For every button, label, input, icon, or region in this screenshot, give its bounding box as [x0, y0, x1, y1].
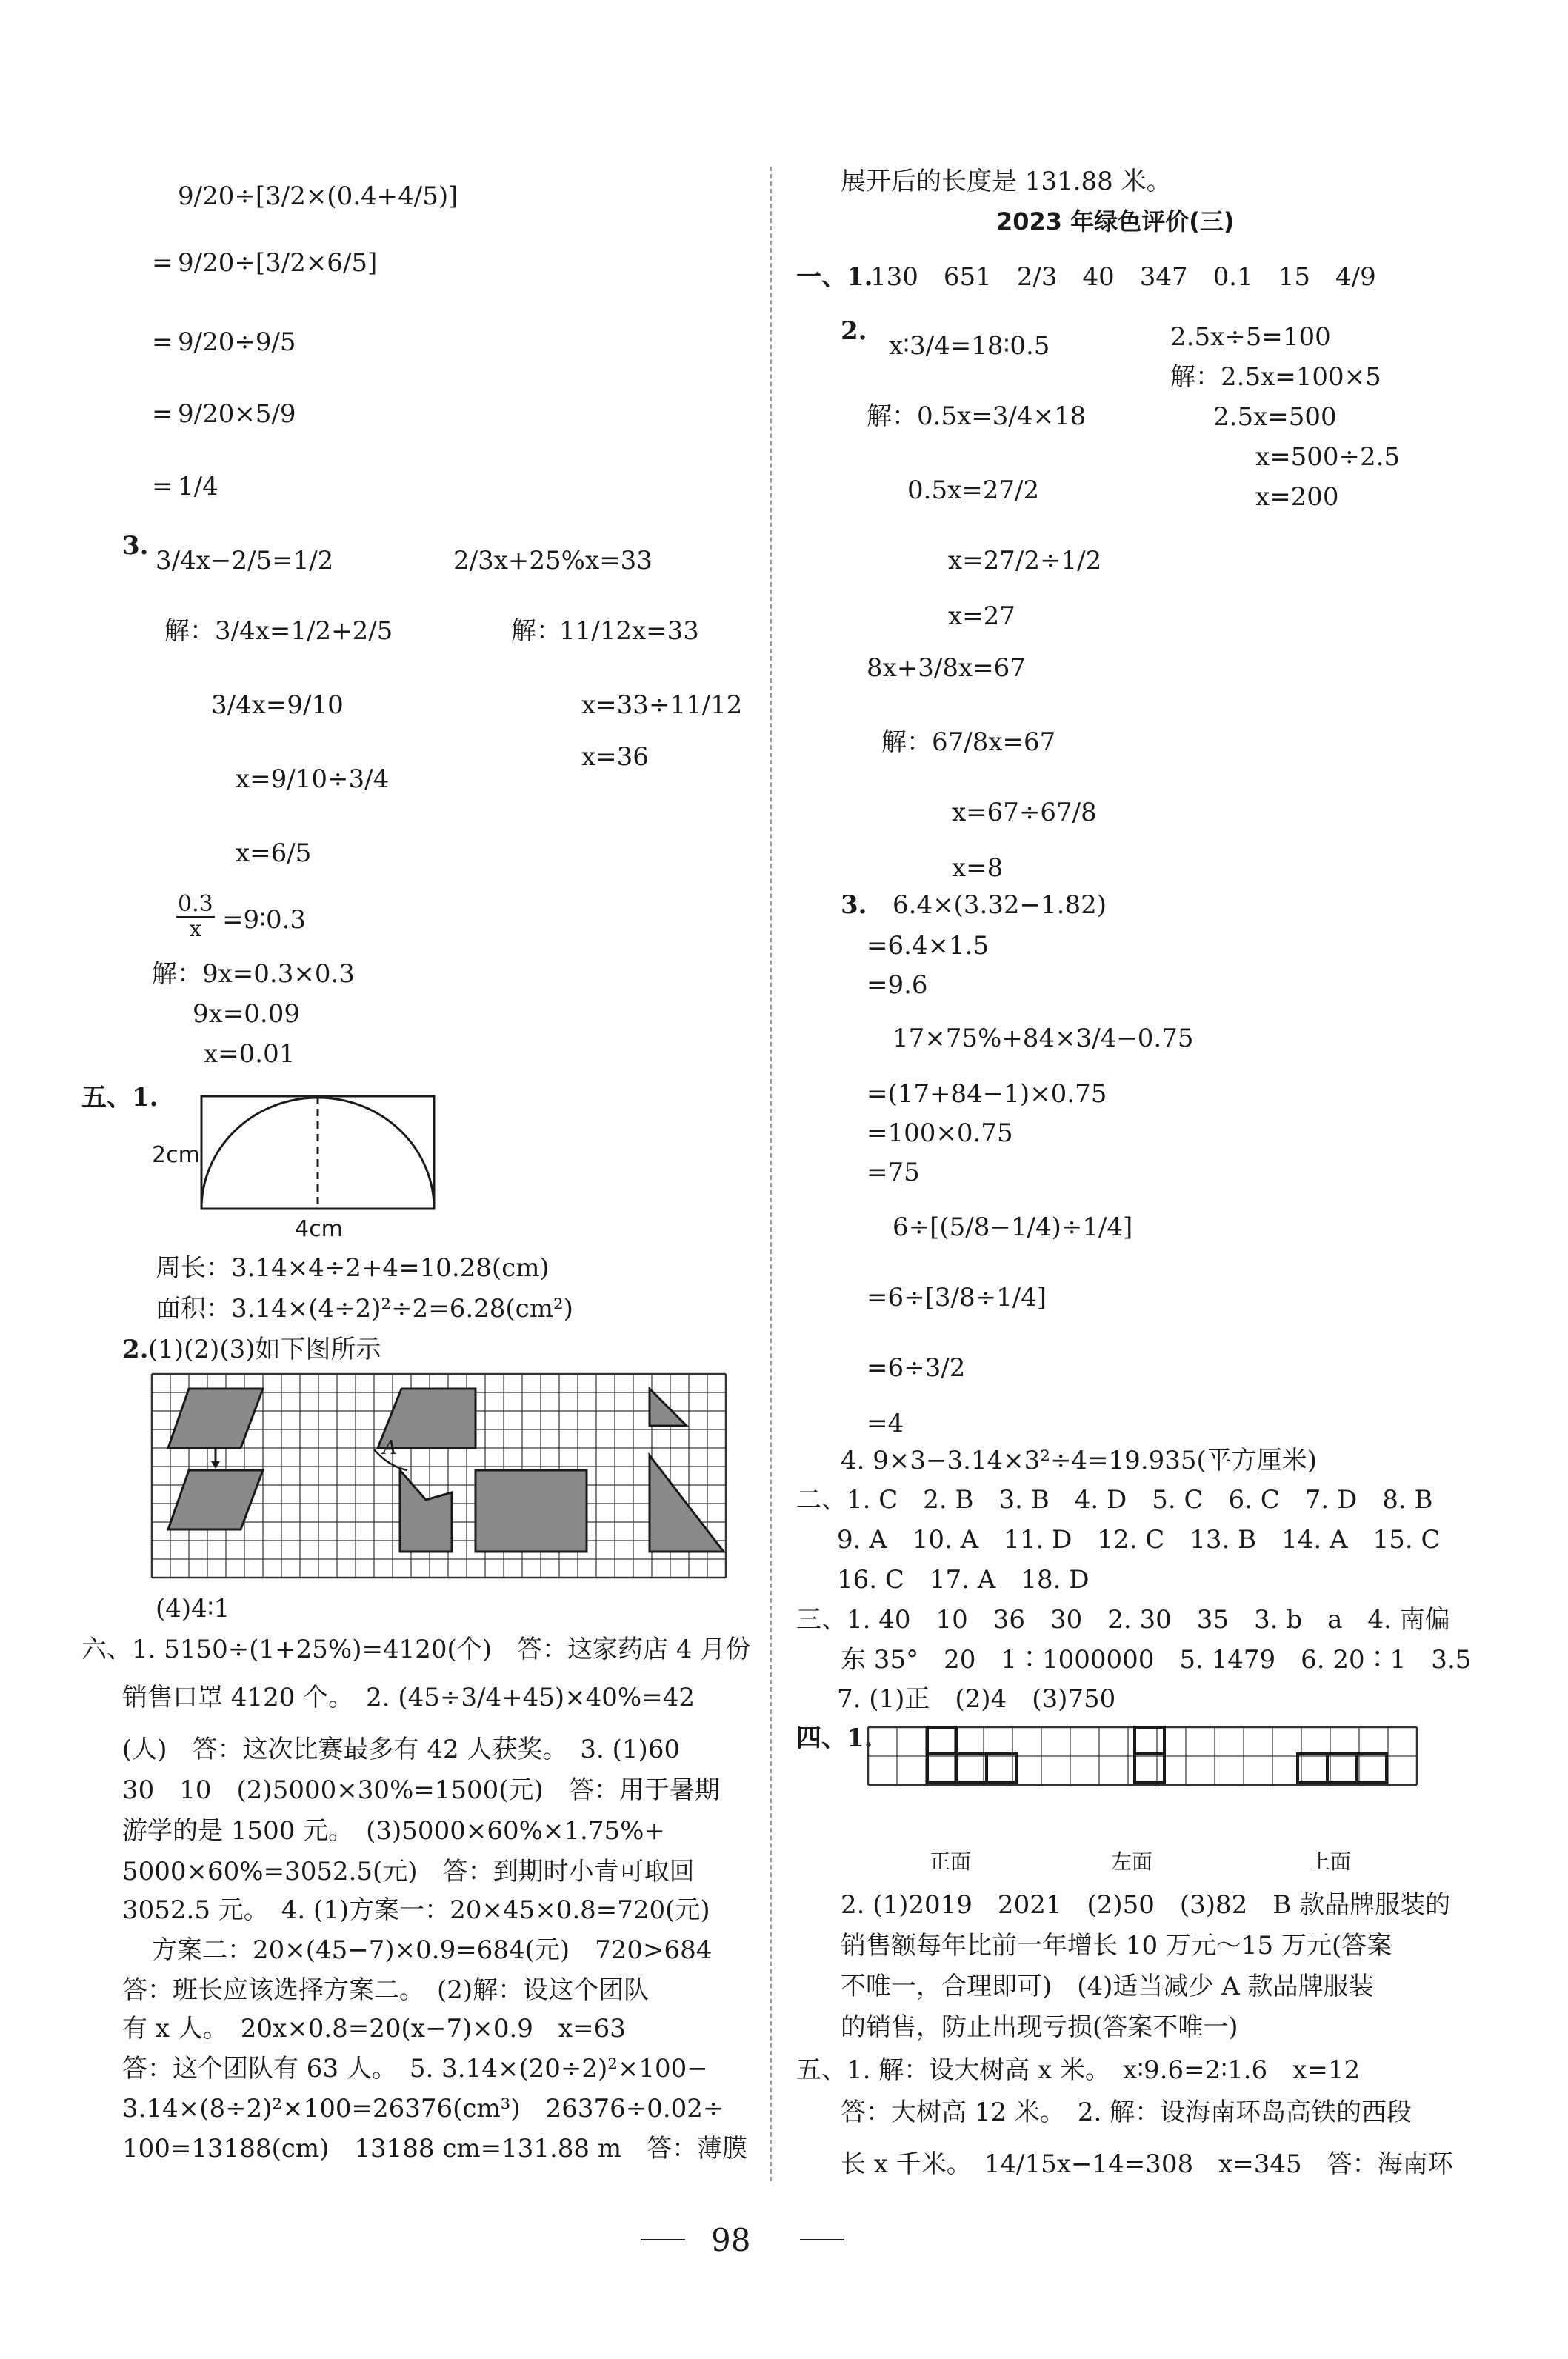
question-number: 2.: [841, 316, 867, 346]
text-line: 长 x 千米。 14/15x−14=308 x=345 答：海南环: [841, 2149, 1453, 2179]
page-number: 98: [711, 2222, 751, 2258]
calc-line: 6÷[(5/8−1/4)÷1/4]: [893, 1212, 1133, 1242]
solution-step: x=0.01: [204, 1039, 296, 1069]
calc-line: 6.4×(3.32−1.82): [893, 890, 1107, 920]
calc-eq-sign: =: [152, 472, 173, 501]
text-line: 3052.5 元。 4. (1)方案一：20×45×0.8=720(元): [122, 1895, 710, 1925]
equation: =9∶0.3: [222, 905, 307, 935]
solution-prefix: 解：: [511, 616, 561, 646]
solution-step: 解：2.5x=100×5: [1170, 362, 1381, 392]
continuation-line: 展开后的长度是 131.88 米。: [841, 167, 1172, 196]
calc-line-3: 9/20÷9/5: [178, 327, 296, 357]
answer-line: 130 651 2/3 40 347 0.1 15 4/9: [870, 262, 1376, 292]
text-line: 销售额每年比前一年增长 10 万元～15 万元(答案: [841, 1931, 1392, 1961]
grid-lines: [868, 1727, 1417, 1785]
solution-step: x=27: [948, 601, 1015, 631]
fill-answers: 三、1. 40 10 36 30 2. 30 35 3. b a 4. 南偏: [796, 1605, 1450, 1635]
solution-step: x=8: [952, 853, 1004, 883]
page-dash-right: [800, 2239, 844, 2240]
equation: x∶3/4=18∶0.5: [889, 331, 1050, 361]
text-line: 答：这个团队有 63 人。 5. 3.14×(20÷2)²×100−: [122, 2054, 708, 2083]
calc-line: =6÷[3/8÷1/4]: [867, 1283, 1047, 1312]
text-line: 六、1. 5150÷(1+25%)=4120(个) 答：这家药店 4 月份: [81, 1635, 751, 1664]
question-number: 3.: [122, 531, 149, 561]
equation: 2.5x÷5=100: [1170, 322, 1331, 352]
view-label: 上面: [1310, 1849, 1352, 1874]
text-line: 答：班长应该选择方案二。 (2)解：设这个团队: [122, 1975, 650, 2005]
solution-step: 11/12x=33: [559, 616, 699, 646]
text-line: 不唯一，合理即可) (4)适当减少 A 款品牌服装: [841, 1972, 1374, 2001]
question-text: (1)(2)(3)如下图所示: [148, 1335, 381, 1364]
solution-step: 0.5x=27/2: [907, 476, 1040, 505]
text-line: 游学的是 1500 元。 (3)5000×60%×1.75%+: [122, 1816, 665, 1846]
question-number: 2.: [122, 1335, 149, 1364]
small-triangle: [650, 1389, 687, 1426]
text-line: 30 10 (2)5000×30%=1500(元) 答：用于暑期: [122, 1775, 720, 1805]
calc-line-5: 1/4: [178, 472, 218, 501]
view-label: 正面: [930, 1849, 972, 1874]
section-title: 2023 年绿色评价(三): [996, 207, 1235, 236]
solution-step: x=500÷2.5: [1255, 442, 1401, 472]
solution-step: 解：67/8x=67: [881, 727, 1056, 757]
text-line: 销售口罩 4120 个。 2. (45÷3/4+45)×40%=42: [122, 1683, 695, 1712]
column-divider: [770, 167, 772, 2181]
solution-step: 3/4x=9/10: [211, 690, 344, 720]
ratio-fraction: [176, 892, 215, 941]
text-line: 五、1. 解：设大树高 x 米。 x∶9.6=2∶1.6 x=12: [796, 2055, 1361, 2085]
fill-answers: 7. (1)正 (2)4 (3)750: [837, 1684, 1116, 1714]
calc-line: =6.4×1.5: [867, 931, 990, 961]
solution-prefix: 解：: [164, 616, 215, 646]
equation: 8x+3/8x=67: [867, 653, 1026, 683]
solution-step: 解：0.5x=3/4×18: [867, 401, 1087, 431]
solution-step: x=67÷67/8: [952, 798, 1097, 827]
view-label: 左面: [1111, 1849, 1153, 1874]
left-view: [1135, 1727, 1164, 1782]
perimeter-line: 周长：3.14×4÷2+4=10.28(cm): [156, 1253, 550, 1283]
parallelogram-translated: [168, 1470, 263, 1529]
section-label: 一、1.: [796, 262, 873, 292]
fraction-denominator: x: [189, 915, 202, 942]
solution-step: x=33÷11/12: [581, 690, 743, 720]
area-line: 面积：3.14×(4÷2)²÷2=6.28(cm²): [156, 1294, 573, 1324]
calc-line-1: 9/20÷[3/2×(0.4+4/5)]: [178, 181, 458, 211]
calc-eq-sign: =: [152, 327, 173, 357]
calc-line: =75: [867, 1158, 920, 1187]
height-label: 2cm: [152, 1142, 200, 1168]
calc-eq-sign: =: [152, 248, 173, 278]
calc-line-2: 9/20÷[3/2×6/5]: [178, 248, 378, 278]
rectangle-shape: [476, 1470, 587, 1552]
calc-line: =6÷3/2: [867, 1353, 966, 1383]
fill-answers: 东 35° 20 1∶1000000 5. 1479 6. 20∶1 3.5: [841, 1645, 1472, 1675]
solution-step: x=200: [1255, 482, 1339, 512]
page-dash-left: [641, 2239, 685, 2240]
text-line: 方案二：20×(45−7)×0.9=684(元) 720>684: [152, 1935, 713, 1965]
three-views-grid: [868, 1727, 1446, 1801]
semicircle-figure: [200, 1095, 437, 1213]
parallelogram-original: [168, 1389, 263, 1448]
question-number: 3.: [841, 890, 867, 920]
equation: 2/3x+25%x=33: [453, 546, 653, 575]
answer-ratio: (4)4∶1: [156, 1594, 230, 1624]
calc-line: =4: [867, 1409, 904, 1438]
calc-line: =(17+84−1)×0.75: [867, 1079, 1107, 1109]
answer-line: 4. 9×3−3.14×3²÷4=19.935(平方厘米): [841, 1446, 1318, 1475]
point-a-label: A: [383, 1437, 397, 1459]
text-line: 答：大树高 12 米。 2. 解：设海南环岛高铁的西段: [841, 2098, 1412, 2127]
solution-step: 9x=0.09: [193, 999, 300, 1029]
calc-line: =9.6: [867, 970, 928, 1000]
text-line: 100=13188(cm) 13188 cm=131.88 m 答：薄膜: [122, 2134, 748, 2163]
front-view: [927, 1727, 1016, 1782]
trapezoid-rotated: [400, 1470, 452, 1552]
solution-step: x=36: [581, 742, 649, 772]
section-label: 五、1.: [81, 1083, 159, 1112]
text-line: 2. (1)2019 2021 (2)50 (3)82 B 款品牌服装的: [841, 1890, 1451, 1920]
text-line: 有 x 人。 20x×0.8=20(x−7)×0.9 x=63: [122, 2014, 626, 2043]
text-line: (人) 答：这次比赛最多有 42 人获奖。 3. (1)60: [122, 1735, 681, 1764]
choice-answers: 9. A 10. A 11. D 12. C 13. B 14. A 15. C: [837, 1525, 1441, 1555]
solution-step: x=9/10÷3/4: [236, 764, 390, 794]
text-line: 的销售，防止出现亏损(答案不唯一): [841, 2012, 1238, 2042]
calc-eq-sign: =: [152, 399, 173, 429]
solution-step: x=27/2÷1/2: [948, 546, 1102, 575]
solution-step: x=6/5: [236, 838, 312, 868]
top-view: [1298, 1754, 1387, 1782]
fraction-numerator: 0.3: [178, 891, 213, 917]
solution-step: 3/4x=1/2+2/5: [215, 616, 393, 646]
transformation-grid: [152, 1374, 726, 1583]
arrow-head: [211, 1461, 220, 1469]
choice-answers: 16. C 17. A 18. D: [837, 1565, 1090, 1595]
choice-answers: 二、1. C 2. B 3. B 4. D 5. C 6. C 7. D 8. B: [796, 1485, 1433, 1515]
calc-line: =100×0.75: [867, 1118, 1013, 1148]
section-label: 四、1.: [796, 1724, 873, 1753]
calc-line-4: 9/20×5/9: [178, 399, 296, 429]
text-line: 3.14×(8÷2)²×100=26376(cm³) 26376÷0.02÷: [122, 2094, 724, 2123]
text-line: 5000×60%=3052.5(元) 答：到期时小青可取回: [122, 1857, 695, 1886]
width-label: 4cm: [295, 1216, 343, 1242]
solution-step: 2.5x=500: [1213, 402, 1337, 432]
equation: 3/4x−2/5=1/2: [156, 546, 334, 575]
calc-line: 17×75%+84×3/4−0.75: [893, 1024, 1194, 1053]
solution-step: 解：9x=0.3×0.3: [152, 959, 355, 989]
